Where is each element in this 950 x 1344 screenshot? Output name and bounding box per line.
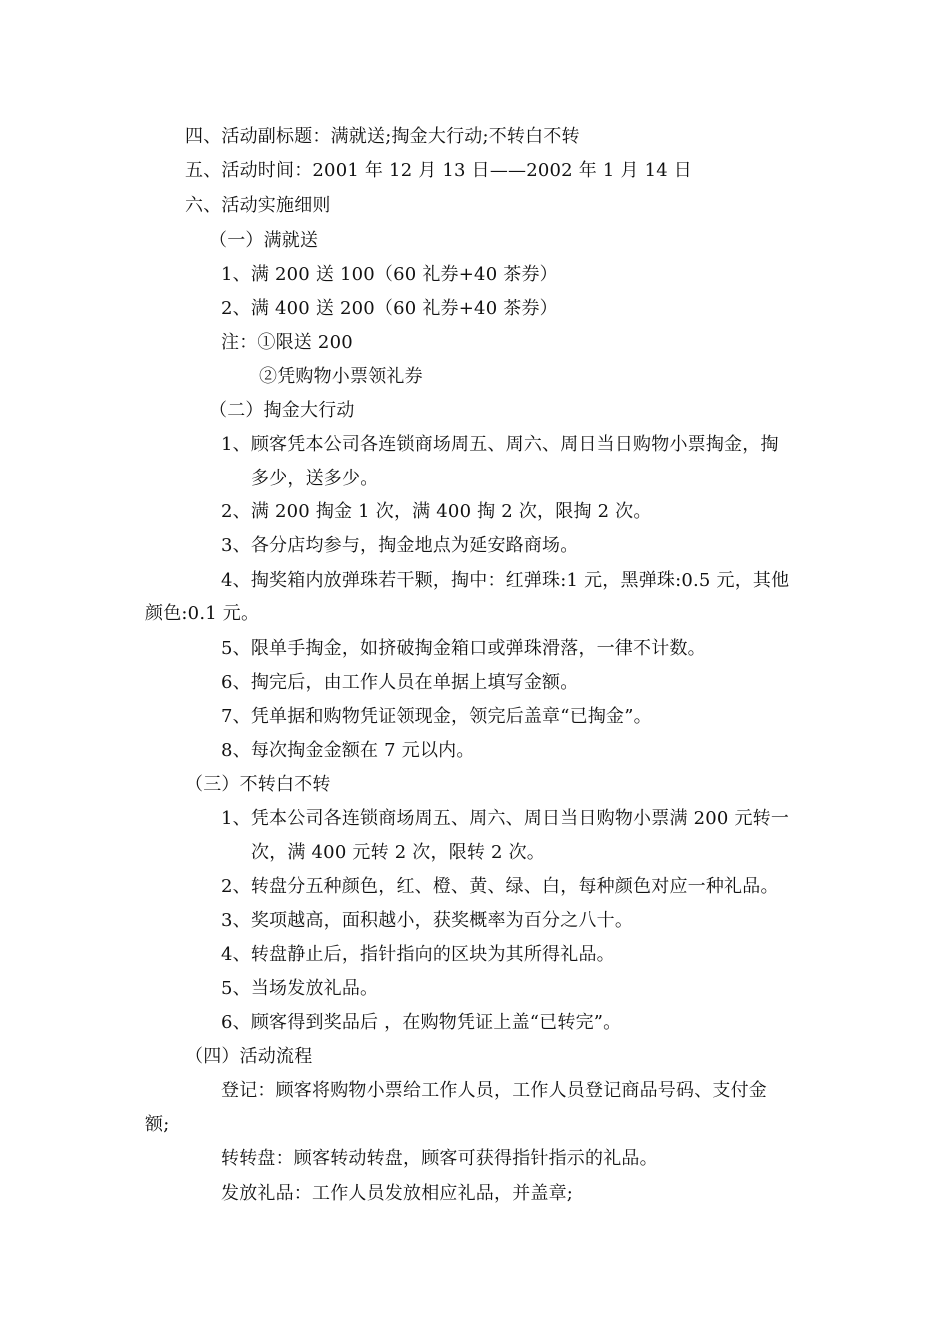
list-item: 5、限单手掏金，如挤破掏金箱口或弹珠滑落，一律不计数。 xyxy=(221,638,706,659)
note-line: 注：①限送 200 xyxy=(221,332,353,353)
subsection-4-heading: （四）活动流程 xyxy=(185,1046,313,1067)
list-item: 2、满 400 送 200（60 礼券+40 茶券） xyxy=(221,298,558,319)
list-item: 8、每次掏金金额在 7 元以内。 xyxy=(221,740,475,761)
subsection-3-heading: （三）不转白不转 xyxy=(185,774,331,795)
list-item: 4、掏奖箱内放弹珠若干颗，掏中：红弹珠:1 元，黑弹珠:0.5 元，其他 xyxy=(221,570,790,591)
section-6-heading: 六、活动实施细则 xyxy=(185,195,331,216)
list-item-continuation: 次，满 400 元转 2 次，限转 2 次。 xyxy=(251,842,545,863)
note-line: ②凭购物小票领礼券 xyxy=(259,366,423,387)
list-item: 2、满 200 掏金 1 次，满 400 掏 2 次，限掏 2 次。 xyxy=(221,501,652,522)
list-item: 3、各分店均参与，掏金地点为延安路商场。 xyxy=(221,535,579,556)
list-item: 7、凭单据和购物凭证领现金，领完后盖章“已掏金”。 xyxy=(221,706,652,727)
list-item-continuation: 多少，送多少。 xyxy=(251,468,379,489)
list-item: 2、转盘分五种颜色，红、橙、黄、绿、白，每种颜色对应一种礼品。 xyxy=(221,876,779,897)
list-item: 1、凭本公司各连锁商场周五、周六、周日当日购物小票满 200 元转一 xyxy=(221,808,790,829)
list-item: 4、转盘静止后，指针指向的区块为其所得礼品。 xyxy=(221,944,615,965)
list-item-continuation: 颜色:0.1 元。 xyxy=(145,603,260,624)
process-step: 转转盘：顾客转动转盘，顾客可获得指针指示的礼品。 xyxy=(221,1148,658,1169)
list-item: 3、奖项越高，面积越小，获奖概率为百分之八十。 xyxy=(221,910,634,931)
section-5-time: 五、活动时间：2001 年 12 月 13 日——2002 年 1 月 14 日 xyxy=(185,160,692,181)
list-item: 1、顾客凭本公司各连锁商场周五、周六、周日当日购物小票掏金，掏 xyxy=(221,434,779,455)
section-4-subtitle: 四、活动副标题：满就送;掏金大行动;不转白不转 xyxy=(185,126,580,147)
list-item: 6、顾客得到奖品后 ，在购物凭证上盖“已转完”。 xyxy=(221,1012,622,1033)
process-step-continuation: 额; xyxy=(145,1114,170,1135)
list-item: 6、掏完后，由工作人员在单据上填写金额。 xyxy=(221,672,579,693)
process-step: 发放礼品：工作人员发放相应礼品，并盖章; xyxy=(221,1183,574,1204)
subsection-2-heading: （二）掏金大行动 xyxy=(209,400,355,421)
subsection-1-heading: （一）满就送 xyxy=(209,230,319,251)
process-step: 登记：顾客将购物小票给工作人员，工作人员登记商品号码、支付金 xyxy=(221,1080,767,1101)
list-item: 1、满 200 送 100（60 礼券+40 茶券） xyxy=(221,264,558,285)
list-item: 5、当场发放礼品。 xyxy=(221,978,379,999)
